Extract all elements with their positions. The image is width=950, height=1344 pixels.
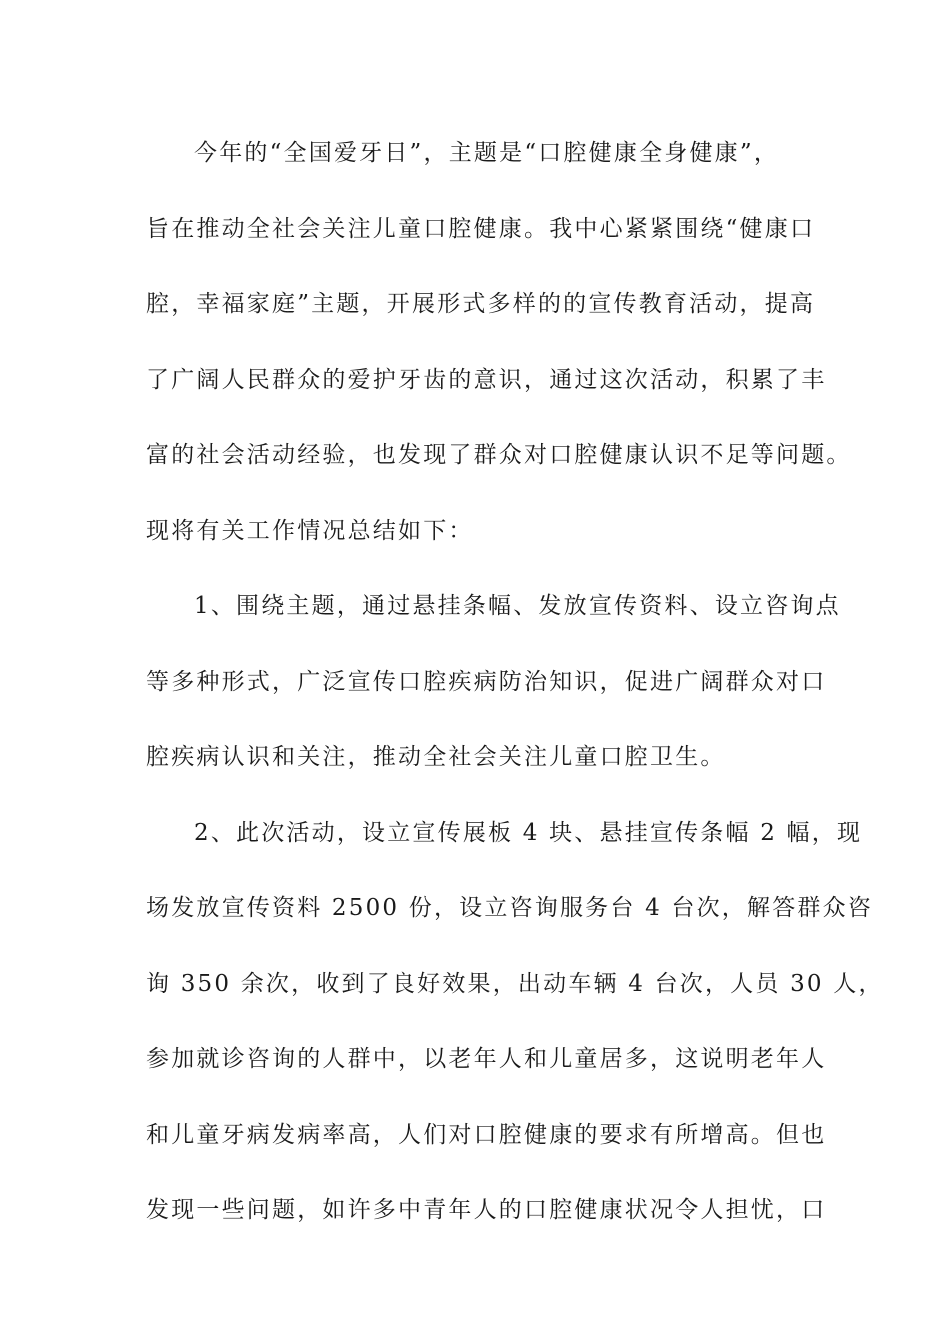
document-body [146, 125, 884, 1258]
text-line: 今年的“全国爱牙日”，主题是“口腔健康全身健康”， [194, 140, 780, 166]
text-line: 富的社会活动经验，也发现了群众对口腔健康认识不足等问题。 [146, 442, 852, 468]
text-line: 和儿童牙病发病率高，人们对口腔健康的要求有所增高。但也 [146, 1121, 827, 1148]
text-line: 腔，幸福家庭”主题，开展形式多样的的宣传教育活动，提高 [146, 291, 816, 317]
text-line: 现将有关工作情况总结如下： [146, 517, 474, 544]
text-line: 参加就诊咨询的人群中，以老年人和儿童居多，这说明老年人 [146, 1046, 827, 1072]
text-line: 发现一些问题，如许多中青年人的口腔健康状况令人担忧，口 [146, 1197, 827, 1223]
text-line: 场发放宣传资料 2500 份，设立咨询服务台 4 台次，解答群众咨 [146, 895, 874, 921]
paragraph-item-1 [146, 578, 841, 805]
text-line: 腔疾病认识和关注，推动全社会关注儿童口腔卫生。 [146, 744, 726, 770]
text-line: 1、围绕主题，通过悬挂条幅、发放宣传资料、设立咨询点 [194, 593, 841, 619]
text-line: 了广阔人民群众的爱护牙齿的意识，通过这次活动，积累了丰 [146, 366, 827, 393]
paragraph-intro [146, 125, 852, 578]
text-line: 询 350 余次，收到了良好效果，出动车辆 4 台次，人员 30 人， [146, 970, 884, 997]
text-line: 等多种形式，广泛宣传口腔疾病防治知识，促进广阔群众对口 [146, 668, 827, 695]
text-line: 2、此次活动，设立宣传展板 4 块、悬挂宣传条幅 2 幅，现 [194, 819, 863, 846]
paragraph-item-2 [146, 805, 884, 1258]
text-line: 旨在推动全社会关注儿童口腔健康。我中心紧紧围绕“健康口 [146, 215, 816, 242]
